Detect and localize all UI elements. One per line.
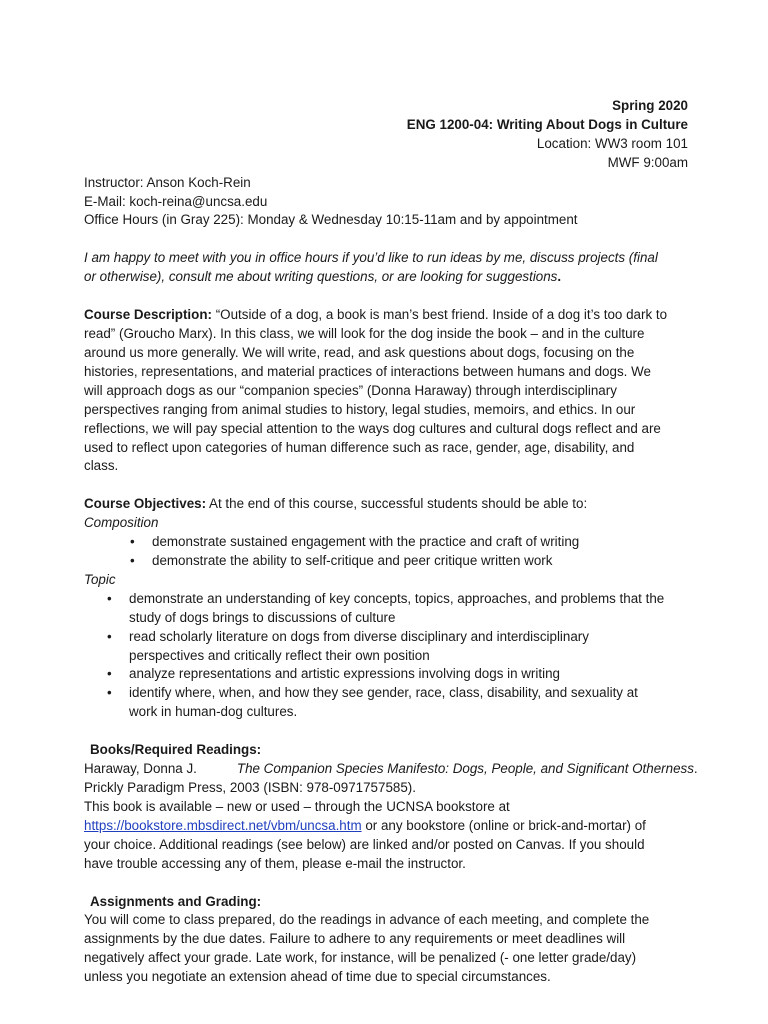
topic-list — [84, 590, 688, 722]
term: Spring 2020 — [612, 98, 688, 113]
bullet-icon: • — [130, 534, 135, 550]
bullet-icon: • — [107, 685, 112, 701]
required-readings — [84, 741, 698, 873]
bookstore-line: https://bookstore.mbsdirect.net/vbm/uncsa.htm or any bookstore (online or brick-and-mortar) of — [84, 817, 646, 833]
topic-label: Topic — [84, 571, 116, 587]
course-title: ENG 1200-04: Writing About Dogs in Culture — [406, 116, 688, 132]
bullet-icon: • — [107, 628, 112, 644]
office-hours-label: Office Hours (in Gray 225) — [84, 212, 241, 228]
assignments-line: negatively affect your grade. Late work, for instance, will be penalized (- one letter grade/day) — [84, 950, 637, 966]
book-publisher: Prickly Paradigm Press, 2003 (ISBN: 978-0971757585). — [84, 780, 416, 795]
description-line: used to reflect upon categories of human difference such as race, gender, age, disability, and — [84, 439, 635, 455]
instructor-email: E-Mail: koch-reina@uncsa.edu — [84, 193, 268, 209]
instructor-name: Instructor: Anson Koch-Rein — [84, 174, 251, 190]
assignments-line: You will come to class prepared, do the readings in advance of each meeting, and complete the — [84, 912, 650, 928]
description-line: Course Description: “Outside of a dog, a book is man’s best friend. Inside of a dog it’s too dark to — [84, 307, 668, 323]
description-line: around us more generally. We will write, read, and ask questions about dogs, focusing on the — [84, 344, 635, 360]
invitation-line: I am happy to meet with you in office hours if you’d like to run ideas by me, discuss projects (final — [84, 250, 658, 266]
description-label: Course Description: — [84, 307, 212, 323]
office-hours-times: : Monday & Wednesday 10:15-11am and by appointment — [240, 212, 578, 228]
readings-note: your choice. Additional readings (see below) are linked and/or posted on Canvas. If you should — [84, 836, 645, 852]
book-author: Haraway, Donna J. — [84, 761, 197, 777]
description-line: perspectives ranging from animal studies to history, legal studies, memoirs, and ethics. In our — [84, 401, 636, 417]
list-item: • analyze representations and artistic expressions involving dogs in writing — [84, 665, 688, 684]
composition-label: Composition — [84, 515, 159, 531]
list-item: • demonstrate the ability to self-critique and peer critique written work — [84, 552, 688, 571]
bullet-icon: • — [130, 553, 135, 569]
list-item: • demonstrate an understanding of key concepts, topics, approaches, and problems that the study of dogs brings to discussions of culture — [107, 590, 665, 625]
description-line: reflections, we will pay special attention to the ways dog cultures and cultural dogs reflect and are — [84, 420, 661, 436]
meeting-time: MWF 9:00am — [607, 154, 688, 170]
office-hours-invitation — [84, 249, 688, 287]
description-line: class. — [84, 458, 119, 474]
instructor-info — [84, 174, 688, 231]
readings-note: have trouble accessing any of them, please e-mail the instructor. — [84, 855, 466, 871]
assignments-heading: Assignments and Grading: — [90, 893, 262, 909]
office-hours — [84, 211, 688, 230]
description-line: histories, representations, and material practices of interactions between humans and dogs. We — [84, 363, 651, 379]
location: Location: WW3 room 101 — [536, 135, 688, 151]
assignments-line: unless you negotiate an extension ahead of time due to special circumstances. — [84, 969, 551, 985]
book-citation: Haraway, Donna J. The Companion Species Manifesto: Dogs, People, and Significant Otherness. — [84, 761, 698, 777]
list-item: • read scholarly literature on dogs from diverse disciplinary and interdisciplinary perspectives and critically reflect their own position — [107, 628, 589, 663]
invitation-line: or otherwise), consult me about writing questions, or are looking for suggestions. — [84, 269, 562, 285]
description-line: will approach dogs as our “companion species” (Donna Haraway) through interdisciplinary — [84, 382, 617, 398]
assignments-line: assignments by the due dates. Failure to adhere to any requirements or meet deadlines will — [84, 931, 626, 947]
bullet-icon: • — [107, 666, 112, 682]
description-line: read” (Groucho Marx). In this class, we will look for the dog inside the book – and in the culture — [84, 326, 645, 342]
course-objectives — [84, 495, 688, 722]
book-title: The Companion Species Manifesto: Dogs, People, and Significant Otherness — [236, 761, 694, 777]
composition-list — [84, 533, 688, 571]
readings-heading: Books/Required Readings: — [90, 742, 262, 758]
syllabus-page — [84, 97, 698, 987]
bullet-icon: • — [107, 590, 112, 606]
list-item: • demonstrate sustained engagement with the practice and craft of writing — [84, 533, 688, 552]
book-availability: This book is available – new or used – through the UCNSA bookstore at — [84, 798, 510, 814]
bookstore-link[interactable]: https://bookstore.mbsdirect.net/vbm/uncsa.htm — [84, 817, 362, 833]
list-item: • identify where, when, and how they see gender, race, class, disability, and sexuality at work in human-dog cultures. — [107, 685, 638, 720]
course-header — [84, 97, 688, 173]
objectives-intro: Course Objectives: At the end of this course, successful students should be able to: — [84, 496, 588, 512]
objectives-label: Course Objectives: — [84, 496, 207, 512]
assignments-grading — [84, 893, 688, 988]
course-description — [84, 306, 688, 476]
